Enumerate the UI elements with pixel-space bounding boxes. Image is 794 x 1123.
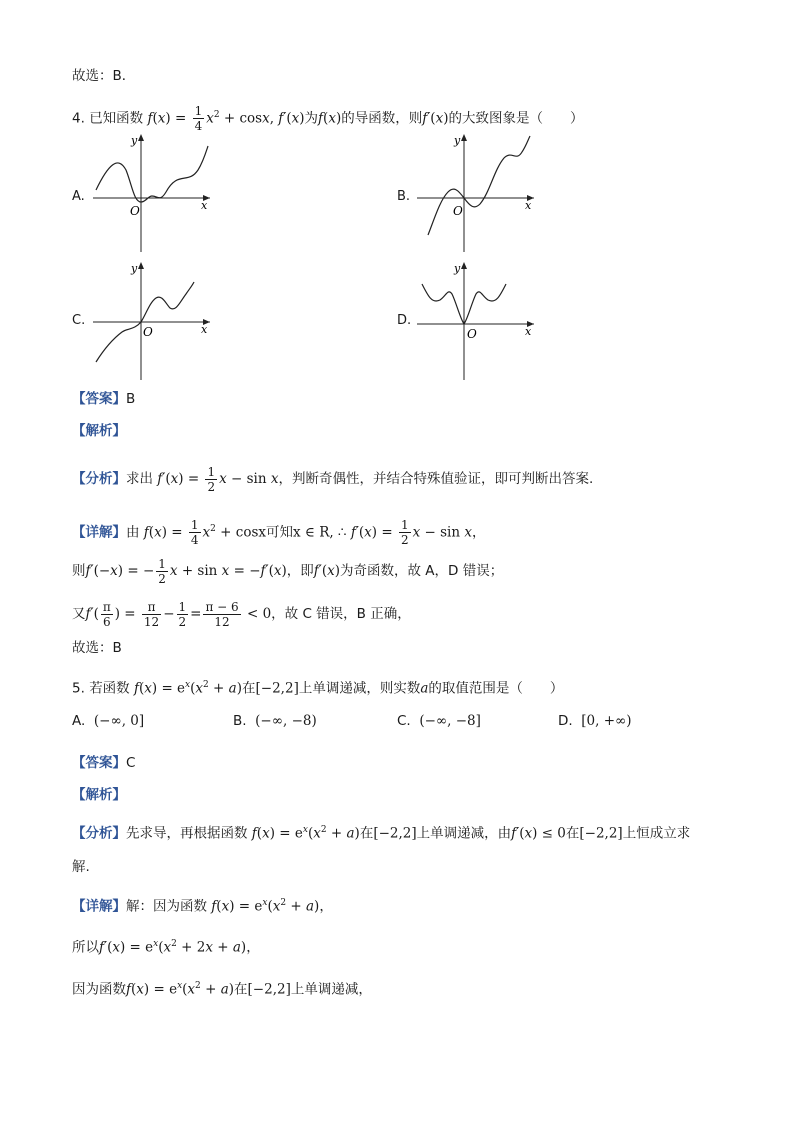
graph-option-a bbox=[88, 130, 218, 255]
q5-xiangjie-line1: 【详解】解：因为函数 $f(x) = e^x(x^2 + a)$， bbox=[72, 898, 333, 915]
q5-prompt: 5. 若函数 $f(x) = e^x(x^2 + a)$在[−2,2]上单调递减，则实数a的取值范围是（ ） bbox=[72, 680, 564, 697]
prev-conclusion: 故选：B． bbox=[72, 68, 136, 84]
q5-choice-d: D. [0, +∞) bbox=[558, 713, 632, 729]
q5-fenxi-line1: 【分析】先求导，再根据函数 $f(x) = e^x(x^2 + a)$在[−2,2]上单调递减，由f′(x) ≤ 0在[−2,2]上恒成立求 bbox=[72, 825, 691, 842]
svg-text:O: O bbox=[453, 204, 463, 218]
svg-text:y: y bbox=[131, 262, 138, 275]
q5-choice-b: B. (−∞, −8) bbox=[233, 713, 317, 729]
graph-option-c bbox=[88, 258, 218, 383]
q5-choice-c: C. (−∞, −8] bbox=[397, 713, 481, 729]
q5-answer: 【答案】C bbox=[72, 755, 136, 771]
svg-text:O: O bbox=[143, 325, 153, 339]
q4-conclusion: 故选：B bbox=[72, 640, 122, 656]
q5-xiangjie-line3: 因为函数$f(x) = e^x(x^2 + a)$在[−2,2]上单调递减， bbox=[72, 981, 372, 998]
q4-analysis-label: 【解析】 bbox=[72, 423, 126, 439]
q4-number: 4. bbox=[72, 110, 85, 127]
q4-xiangjie-line1: 【详解】由 f(x) = $\frac{1}{4}$ $x^2 + \cos x$可知x ∈ R, ∴ f′(x) = $\frac{1}{2}$ x − sin x， bbox=[72, 518, 486, 547]
option-c-label: C. bbox=[72, 313, 86, 328]
q4-function: f bbox=[147, 110, 153, 127]
svg-text:x: x bbox=[525, 199, 532, 212]
graph-option-b bbox=[412, 130, 542, 255]
origin-label: O bbox=[130, 204, 140, 218]
q5-fenxi-line2: 解. bbox=[72, 859, 90, 875]
svg-text:y: y bbox=[454, 262, 461, 275]
svg-text:y: y bbox=[454, 134, 461, 147]
graph-option-d bbox=[412, 258, 542, 383]
q4-xiangjie-line3: 又f′( $\frac{\pi}{6}$ ) = $\frac{\pi}{12}$ − $\frac{1}{2}$ = $\frac{\pi - 6}{12}$ < 0，故 C 错误，B 正确， bbox=[72, 599, 411, 629]
q5-xiangjie-line2: 所以$f'(x) = e^x(x^2 + 2x + a)$， bbox=[72, 939, 260, 956]
q4-xiangjie-line2: 则f′(−x) = − $\frac{1}{2}$ x + sin x = −f′(x)，即f′(x)为奇函数，故 A，D 错误； bbox=[72, 556, 504, 586]
svg-text:x: x bbox=[525, 325, 532, 338]
q5-analysis-label: 【解析】 bbox=[72, 787, 126, 803]
svg-text:x: x bbox=[201, 323, 208, 336]
q4-answer: 【答案】B bbox=[72, 391, 136, 407]
svg-text:O: O bbox=[467, 327, 477, 341]
q4-fenxi: 【分析】求出 f′(x) = $\frac{1}{2}$ x − sin x，判断奇偶性，并结合特殊值验证，即可判断出答案. bbox=[72, 464, 594, 494]
axis-y-label: y bbox=[131, 134, 138, 147]
option-d-label: D. bbox=[397, 313, 412, 328]
q4-prompt: 4. 已知函数 f(x) = $\frac{1}{4}$ $x^2 + \cos x$, f′(x)为f(x)的导函数，则f′(x)的大致图象是（ ） bbox=[72, 104, 584, 133]
q5-choice-a: A. (−∞, 0] bbox=[72, 713, 145, 729]
option-b-label: B. bbox=[397, 189, 411, 204]
option-a-label: A. bbox=[72, 189, 85, 204]
axis-x-label: x bbox=[201, 199, 208, 212]
